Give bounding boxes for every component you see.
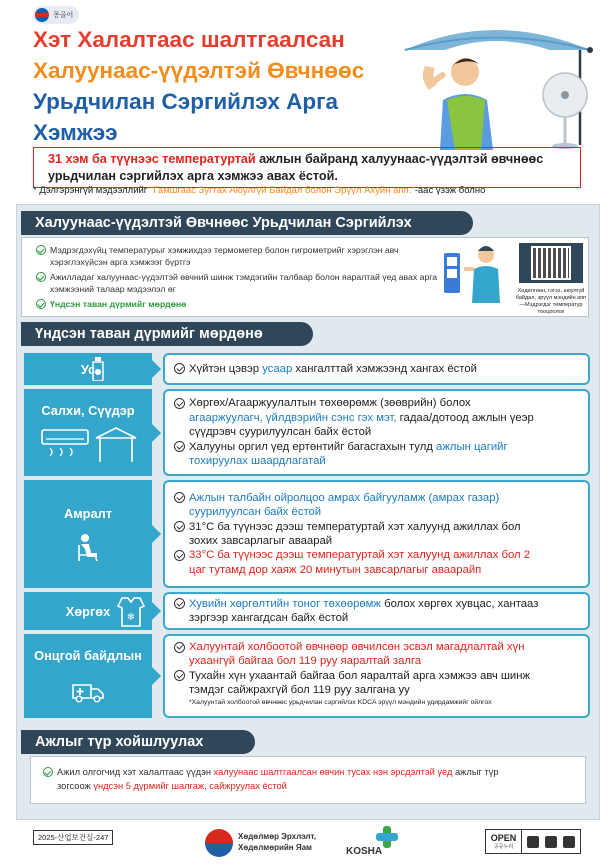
section-prevention-heading: Халуунаас-үүдэлтэй Өвчнөөс Урьдчилан Сэргийлэх [21,211,473,235]
check-circle-icon [36,299,46,309]
rule-item [174,548,582,577]
svg-text:❄: ❄ [126,612,136,623]
rule-highlight: суурилуулсан байх ёстой [189,506,322,519]
rule-text: гадаа/дотоод ажлын үеэр [396,411,534,424]
mongolia-flag-icon [35,8,49,22]
check-circle-icon [174,598,185,609]
rule-warning: Халуунтай холбоотой өвчнөөр өвчилсөн эсвэл магадлалтай хүн [189,641,525,653]
rule-emergency-label [24,634,152,718]
rule-item [174,440,582,469]
app-note [33,185,485,196]
ministry-line-1: Хөдөлмөр Эрхлэлт, [238,832,317,841]
rule-text: зэргээр хангагдсан байх ёстой [189,612,349,624]
title-line-2: Халуунаас-үүдэлтэй Өвчнөөс [33,58,365,83]
intro-box [33,147,581,188]
prevention-item-text: Мэдрэгдэхүйц температурыг хэмжихдээ термометер болон гигрометрийг хэрэглэн авч хэрэглэхүйсэн арга хэмжээг бүртгэ [50,245,399,267]
resting-person-icon [75,533,101,563]
rule-label-text: Хөргөх [65,603,111,619]
rule-text: зохих завсарлагыг аваарай [189,535,333,547]
rule-item [174,520,582,549]
rule-rest-content [163,480,590,588]
license-noderivs-icon [563,836,575,848]
suspend-text: Ажил олгогчид хэт халалтаас үүдэн [57,767,214,777]
check-circle-icon [174,363,185,374]
open-label: OPEN [490,833,517,843]
check-circle-icon [174,550,185,561]
check-circle-icon [174,521,185,532]
page-title [33,24,364,148]
license-noncommercial-icon [545,836,557,848]
rule-label-text: Салхи, Сүүдэр [41,403,135,418]
prevention-item-text: Ажилладаг халуунаас-үүдэлтэй өвчний шинж тэмдэгийн талбаар болон яаралтай үед авах арга хэмжээний талаар мэдээлэл өг [50,272,438,294]
rule-text: Хүйтэн цэвэр [189,362,263,375]
cooling-vest-icon [116,594,146,628]
rule-item [174,491,582,520]
rule-label-text: Амралт [63,505,113,521]
check-circle-icon [174,492,185,503]
check-circle-icon [174,642,185,653]
kosha-label: KOSHA [346,846,383,857]
rule-shade [24,389,590,476]
rule-cooling-content [163,592,590,630]
rule-text: сүүдрэвч суурилуулсан байх ёстой [189,426,372,439]
suspend-warning: халуунаас шалтгаалсан өвчин тусах нэн эрсдэлтэй үед [213,767,453,777]
rule-warning: ухаангүй байгаа бол 119 руу яаралтай залга [189,655,422,668]
rule-item [174,362,582,376]
check-circle-icon [43,767,53,777]
rule-rest-label [24,480,152,588]
footer [0,826,613,866]
title-line-1: Хэт Халалтаас шалтгаалсан [33,27,345,52]
note-app-name[interactable]: "Гамшгаас Зугтах Аюулгүй Байдал болон Эрүүл Ахуйн апп." [149,185,415,196]
rule-highlight: агааржуулагч, үйлдвэрийн сэнс гэх мэт, [189,411,397,424]
prevention-item [36,271,446,295]
rule-item [174,396,582,439]
ministry-name [238,831,316,853]
rule-text: 31°C ба түүнээс дээш температуртай хэт халуунд ажиллах бол [189,520,521,533]
qr-caption: Хөдөлгөөн, гэгээ, аюулгүй байдал, эрүүл мэндийн апп—Мэдрэгдэг температур тооцоолох [515,288,587,315]
rule-highlight: тохируулах шаардлагатай [189,455,326,468]
rule-text: Тухайн хүн ухаантай байгаа бол яаралтай арга хэмжээ авч шинж [189,669,531,682]
intro-line-2: урьдчилан сэргийлэх арга хэмжээ авах ёстой. [48,169,338,183]
prevention-item [36,244,446,268]
intro-text: ажлын байранд халуунаас-үүдэлтэй өвчнөөс [255,152,544,166]
open-license-badge [485,829,581,854]
rule-label-text: Ус [80,361,96,377]
rule-item [174,669,582,698]
rule-highlight: ажлын цагийг [436,440,508,453]
ministry-logo-icon [205,829,233,857]
license-attribution-icon [527,836,539,848]
title-line-3: Урьдчилан Сэргийлэх Арга [33,89,339,114]
suspend-text: ажлыг түр [452,767,499,777]
rule-text: болох хөргөх хувцас, хантааз [381,597,539,610]
section-five-rules-heading: Үндсэн таван дүрмийг мөрдөнө [21,322,313,346]
rule-label-text: Онцгой байдлын [34,648,142,663]
intro-red-text: 31 хэм ба түүнээс температуртай [48,152,256,166]
rule-text: Хөргөх/Агааржуулалтын төхөөрөмж (зөөврийн) болох [189,397,471,410]
language-badge [33,6,79,24]
ministry-line-2: Хөдөлмөрийн Яам [238,843,312,852]
open-sub-label: 공공누리 [493,844,514,850]
rule-shade-content [163,389,590,476]
suspend-item [43,765,577,793]
rule-text: Халууны оргил үед ертөнтийг багасгахын тулд [189,440,437,453]
worker-under-parasol-illustration [385,20,605,150]
check-circle-icon [174,670,185,681]
check-circle-icon [174,398,185,409]
rule-cooling [24,592,590,630]
rule-rest [24,480,590,588]
water-bottle-icon [88,357,110,381]
kosha-logo-icon [376,826,398,848]
emergency-footnote: *Халуунтай холбоотой өвчнөөс урьдчилан сэргийлэх KDCA эрүүл мэндийн удирдамжийг ойлгох [189,698,492,706]
prevention-item [36,298,446,310]
suspend-text: зогсоож [57,781,94,791]
rule-warning: цаг тутамд дор хаяж 20 минутын завсарлагыг аваарайп [189,563,482,576]
rule-highlight: Хувийн хөргөлтийн тоног төхөөрөмж [189,597,381,610]
ambulance-icon [71,681,105,703]
check-circle-icon [36,245,46,255]
rule-emergency-content [163,634,590,718]
rule-emergency [24,634,590,718]
prevention-item-text: Үндсэн таван дүрмийг мөрдөнө [50,299,187,309]
qr-code-frame [519,243,583,283]
aircon-tent-icon [38,424,138,464]
rule-highlight: Ажлын талбайн ойролцоо амрах байгууламж (амрах газар) [189,491,500,504]
rule-water-content [163,353,590,385]
note-suffix: -аас үзэж болно [414,185,486,196]
rule-shade-label [24,389,152,476]
language-label: 몽골어 [53,12,74,19]
rule-highlight: усаар [262,362,293,375]
rule-item [174,597,582,626]
qr-code[interactable] [531,246,571,280]
prevention-box [21,237,589,317]
suspend-warning: үндсэн 5 дүрмийг шалгаж, сайжруулах ёстой [93,781,287,791]
rule-item [174,640,582,669]
worker-thermometer-illustration [440,241,515,303]
section-suspend-work-heading: Ажлыг түр хойшлуулах [21,730,255,754]
check-circle-icon [174,441,185,452]
check-circle-icon [36,272,46,282]
document-code: 2025-산업보건실-247 [33,830,113,845]
rule-warning: 33°C ба түүнээс дээш температуртай хэт халуунд ажиллах бол 2 [189,549,530,562]
rule-text: хангалттай хэмжээнд хангах ёстой [292,362,477,375]
rule-text: тэмдэг сайжрахгүй бол 119 руу залгана уу [189,684,410,697]
title-line-4: Хэмжээ [33,120,118,145]
suspend-work-box [30,756,586,804]
note-prefix: * Дэлгэрэнгүй мэдээллийг [33,185,150,196]
